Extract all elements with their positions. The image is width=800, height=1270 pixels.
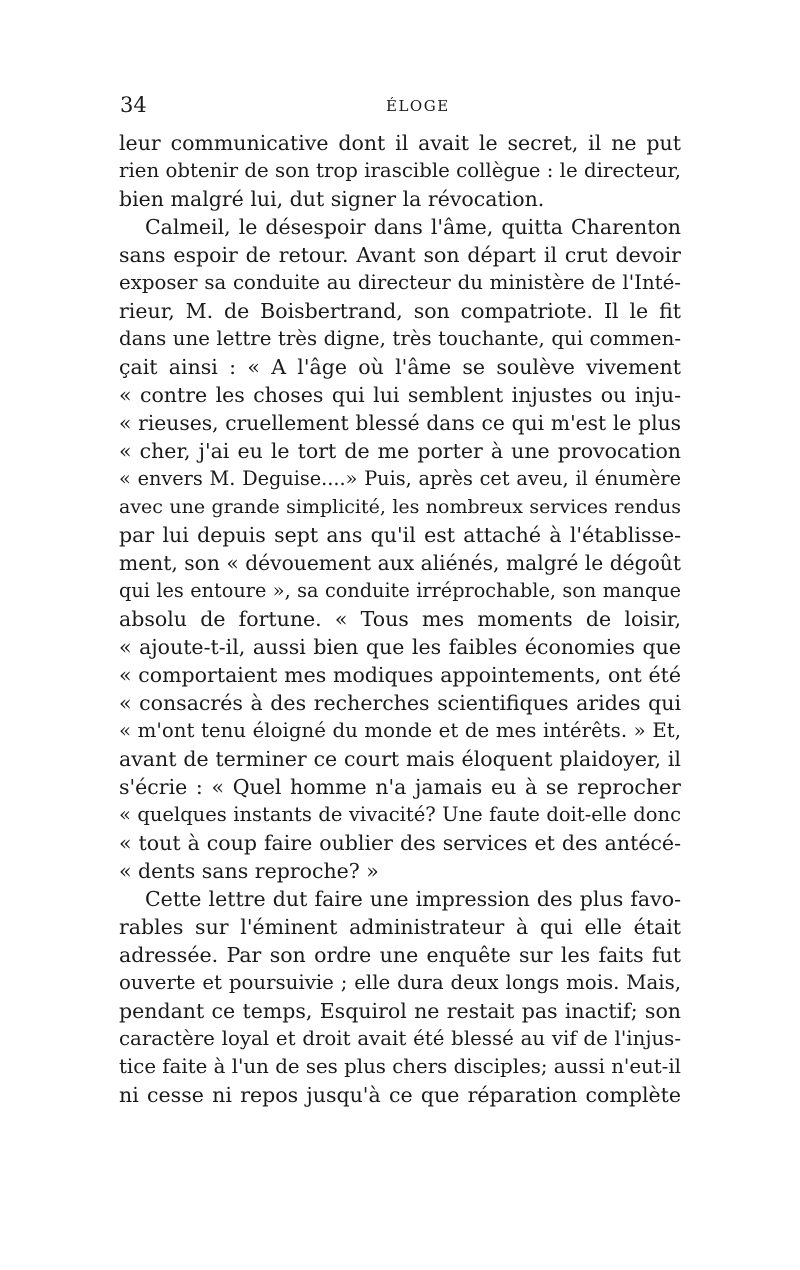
text-line: « contre les choses qui lui semblent injustes ou inju- [119,383,681,407]
text-line: çait ainsi : « A l'âge où l'âme se soulève vivement [119,355,681,379]
running-title: ÉLOGE [386,97,450,115]
text-line: exposer sa conduite au directeur du ministère de l'Inté- [119,271,681,294]
running-head [120,92,680,118]
text-line: dans une lettre très digne, très touchante, qui commen- [119,327,681,350]
text-line: ouverte et poursuivie ; elle dura deux longs mois. Mais, [119,971,681,994]
text-line: rieur, M. de Boisbertrand, son compatriote. Il le fit [119,299,681,323]
text-line: « dents sans reproche? » [119,859,379,883]
text-line: « ajoute-t-il, aussi bien que les faibles économies que [119,635,681,659]
text-line: sans espoir de retour. Avant son départ il crut devoir [119,243,681,267]
text-line: s'écrie : « Quel homme n'a jamais eu à se reprocher [119,775,681,799]
text-line: avant de terminer ce court mais éloquent plaidoyer, il [119,747,681,771]
text-line: rien obtenir de son trop irascible collègue : le directeur, [119,159,682,182]
text-line: « comportaient mes modiques appointements, ont été [119,663,681,687]
text-line: « m'ont tenu éloigné du monde et de mes intérêts. » Et, [119,719,681,742]
text-line: Cette lettre dut faire une impression des plus favo- [145,887,681,911]
text-line: bien malgré lui, dut signer la révocation. [119,187,545,211]
text-line: adressée. Par son ordre une enquête sur les faits fut [119,943,681,967]
text-line: « consacrés à des recherches scientifiques arides qui [119,691,681,715]
text-line: pendant ce temps, Esquirol ne restait pas inactif; son [119,999,681,1023]
text-line: « tout à coup faire oublier des services et des antécé- [119,831,681,855]
text-line: « cher, j'ai eu le tort de me porter à une provocation [119,439,681,463]
body-text [119,129,681,1109]
text-line: rables sur l'éminent administrateur à qui elle était [119,915,681,939]
text-line: leur communicative dont il avait le secret, il ne put [119,131,681,155]
page-number: 34 [120,93,147,117]
text-line: qui les entoure », sa conduite irréprochable, son manque [119,579,681,602]
text-line: tice faite à l'un de ses plus chers disciples; aussi n'eut-il [119,1055,681,1078]
text-line: avec une grande simplicité, les nombreux services rendus [119,496,681,518]
text-line: absolu de fortune. « Tous mes moments de loisir, [119,607,681,631]
text-line: « quelques instants de vivacité? Une faute doit-elle donc [119,803,681,826]
text-line: « envers M. Deguise....» Puis, après cet aveu, il énumère [119,467,681,490]
text-line: ment, son « dévouement aux aliénés, malgré le dégoût [119,551,681,575]
text-line: par lui depuis sept ans qu'il est attaché à l'établisse- [119,523,681,547]
text-line: Calmeil, le désespoir dans l'âme, quitta Charenton [145,215,681,239]
text-line: caractère loyal et droit avait été blessé au vif de l'injus- [119,1027,681,1050]
text-line: ni cesse ni repos jusqu'à ce que réparation complète [119,1083,681,1107]
text-line: « rieuses, cruellement blessé dans ce qui m'est le plus [119,411,681,435]
